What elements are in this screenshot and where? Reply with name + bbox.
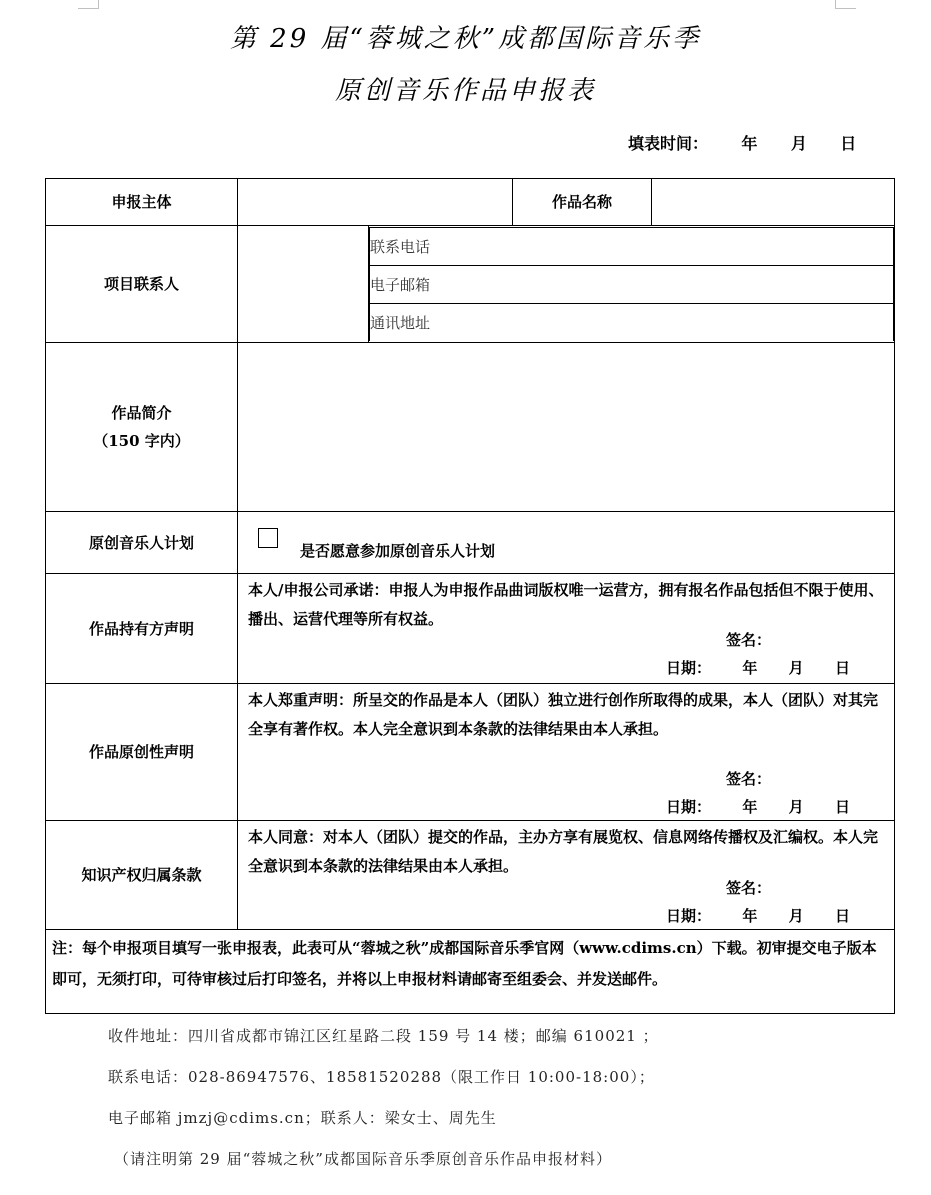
plan-label: 原创音乐人计划: [46, 512, 238, 574]
originality-signature[interactable]: 签名：: [726, 770, 772, 788]
holder-label: 作品持有方声明: [46, 574, 238, 684]
originality-statement: 本人郑重声明：所呈交的作品是本人（团队）独立进行创作所取得的成果，本人（团队）对其完全享有著作权。本人完全意识到本条款的法律结果由本人承担。: [248, 691, 879, 738]
ip-statement: 本人同意：对本人（团队）提交的作品，主办方享有展览权、信息网络传播权及汇编权。本人完全意识到本条款的法律结果由本人承担。: [248, 828, 879, 875]
ip-signature[interactable]: 签名：: [726, 879, 772, 897]
ip-statement-cell: [238, 821, 895, 930]
originality-date[interactable]: 日期： 年 月 日: [666, 798, 850, 816]
footer-email: 电子邮箱 jmzj@cdims.cn；联系人：梁女士、周先生: [108, 1109, 497, 1127]
holder-signature[interactable]: 签名：: [726, 631, 772, 649]
footer-address: 收件地址：四川省成都市锦江区红星路二段 159 号 14 楼；邮编 610021 ；: [108, 1027, 659, 1045]
application-form-table: [45, 178, 895, 1014]
originality-statement-cell: [238, 684, 895, 821]
applicant-label: 申报主体: [46, 179, 238, 226]
form-title: 第 29 届“蓉城之秋”成都国际音乐季: [229, 24, 702, 54]
address-field[interactable]: 通讯地址: [370, 304, 894, 342]
footer-phone: 联系电话：028-86947576、18581520288（限工作日 10:00-18:00）；: [108, 1068, 655, 1086]
holder-date[interactable]: 日期： 年 月 日: [666, 659, 850, 677]
intro-label: [46, 343, 238, 512]
ip-label: 知识产权归属条款: [46, 821, 238, 930]
footer-remark: （请注明第 29 届“蓉城之秋”成都国际音乐季原创音乐作品申报材料）: [114, 1150, 612, 1168]
work-name-field[interactable]: [652, 179, 895, 226]
form-subtitle: 原创音乐作品申报表: [334, 76, 596, 106]
email-field[interactable]: 电子邮箱: [370, 266, 894, 304]
intro-field[interactable]: [238, 343, 895, 512]
plan-checkbox-label: 是否愿意参加原创音乐人计划: [300, 542, 496, 560]
plan-checkbox[interactable]: [258, 528, 278, 548]
contact-name-field[interactable]: [238, 226, 369, 343]
contact-label: 项目联系人: [46, 226, 238, 343]
plan-cell: [238, 512, 895, 574]
holder-statement: 本人/申报公司承诺：申报人为申报作品曲词版权唯一运营方，拥有报名作品包括但不限于使用、播出、运营代理等所有权益。: [248, 581, 884, 628]
phone-field[interactable]: 联系电话: [370, 228, 894, 266]
applicant-field[interactable]: [238, 179, 513, 226]
holder-statement-cell: [238, 574, 895, 684]
page-corner-mark-left: [78, 0, 99, 9]
intro-limit-text: （150 字内）: [93, 432, 190, 450]
contact-details: [369, 226, 895, 343]
intro-label-text: 作品简介: [111, 404, 172, 422]
work-name-label: 作品名称: [513, 179, 652, 226]
form-note: 注：每个申报项目填写一张申报表，此表可从“蓉城之秋”成都国际音乐季官网（www.cdims.cn）下载。初审提交电子版本即可，无须打印，可待审核过后打印签名，并将以上申报材料请邮寄至组委会、并发送邮件。: [46, 930, 895, 1014]
originality-label: 作品原创性声明: [46, 684, 238, 821]
page-corner-mark-right: [835, 0, 856, 9]
fill-date: 填表时间： 年 月 日: [628, 134, 857, 153]
ip-date[interactable]: 日期： 年 月 日: [666, 907, 850, 925]
